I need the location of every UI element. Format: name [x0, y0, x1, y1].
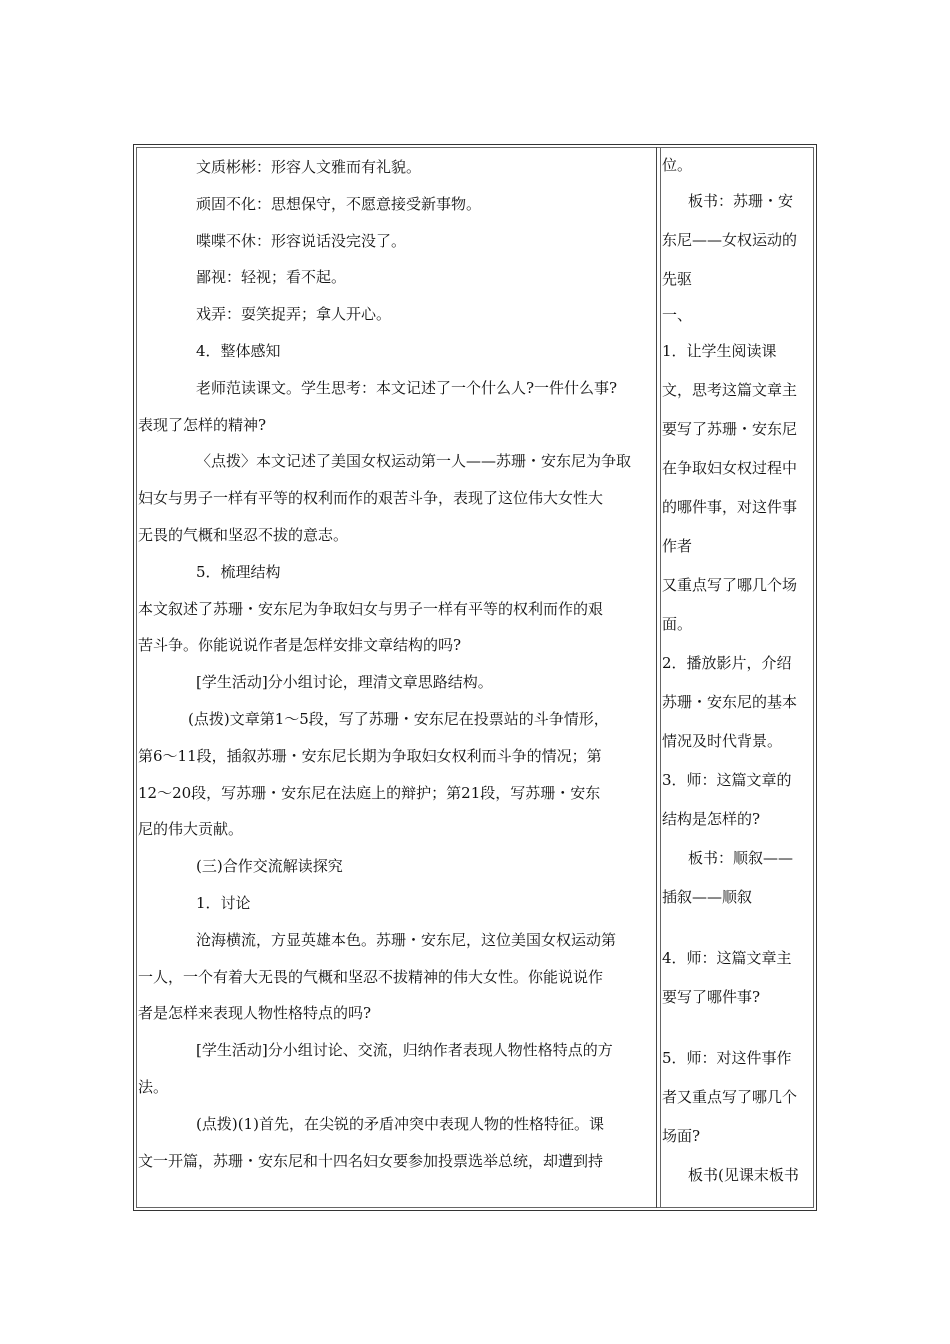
notes-line: 板书(见课末板书: [688, 1166, 799, 1184]
notes-line: 结构是怎样的?: [662, 810, 761, 828]
notes-line: 在争取妇女权过程中: [662, 459, 798, 477]
content-line: 戏弄：耍笑捉弄；拿人开心。: [196, 305, 392, 324]
content-line: 者是怎样来表现人物性格特点的吗?: [138, 1004, 372, 1023]
notes-line: 的哪件事，对这件事: [662, 498, 798, 516]
notes-line: 3．师：这篇文章的: [662, 771, 792, 789]
content-line: 喋喋不休：形容说话没完没了。: [196, 231, 407, 250]
content-line: 鄙视：轻视；看不起。: [196, 268, 347, 287]
notes-line: 要写了哪件事?: [662, 988, 761, 1006]
content-line: (点拨)文章第1～5段，写了苏珊・安东尼在投票站的斗争情形，: [188, 709, 609, 728]
content-line: (三)合作交流解读探究: [196, 857, 343, 876]
content-line: 4．整体感知: [196, 341, 281, 360]
content-line: (点拨)(1)首先，在尖锐的矛盾冲突中表现人物的性格特征。课: [196, 1114, 604, 1133]
content-line: 第6～11段，插叙苏珊・安东尼长期为争取妇女权利而斗争的情况；第: [138, 746, 602, 765]
column-divider: [656, 147, 657, 1208]
content-line: 老师范读课文。学生思考：本文记述了一个什么人?一件什么事?: [196, 378, 618, 397]
content-line: 5．梳理结构: [196, 562, 281, 581]
notes-line: 场面?: [662, 1127, 701, 1145]
content-line: 法。: [138, 1077, 169, 1096]
content-line: [学生活动]分小组讨论，理清文章思路结构。: [196, 673, 493, 692]
notes-line: 又重点写了哪几个场: [662, 576, 798, 594]
column-divider-inner: [660, 147, 661, 1208]
content-line: 〈点拨〉本文记述了美国女权运动第一人——苏珊・安东尼为争取: [196, 452, 632, 471]
notes-line: 文，思考这篇文章主: [662, 381, 798, 399]
notes-line: 5．师：对这件事作: [662, 1049, 792, 1067]
content-line: 表现了怎样的精神?: [138, 415, 267, 434]
notes-line: 板书：顺叙——: [688, 849, 794, 867]
content-line: 一人，一个有着大无畏的气概和坚忍不拔精神的伟大女性。你能说说作: [138, 967, 604, 986]
notes-line: 东尼——女权运动的: [662, 231, 798, 249]
lesson-table: [133, 144, 817, 1211]
content-line: 文一开篇，苏珊・安东尼和十四名妇女要参加投票选举总统，却遭到持: [138, 1151, 604, 1170]
teacher-notes-column: [662, 149, 810, 1195]
content-line: 12～20段，写苏珊・安东尼在法庭上的辩护；第21段，写苏珊・安东: [138, 783, 601, 802]
notes-line: 先驱: [662, 270, 693, 288]
content-line: [学生活动]分小组讨论、交流，归纳作者表现人物性格特点的方: [196, 1041, 613, 1060]
notes-line: 情况及时代背景。: [662, 732, 783, 750]
notes-line: 2．播放影片，介绍: [662, 654, 792, 672]
content-line: 无畏的气概和坚忍不拔的意志。: [138, 525, 349, 544]
content-line: 苦斗争。你能说说作者是怎样安排文章结构的吗?: [138, 636, 462, 655]
notes-line: 位。: [662, 156, 693, 174]
notes-line: 板书：苏珊・安: [688, 192, 794, 210]
notes-line: 4．师：这篇文章主: [662, 949, 792, 967]
notes-spacer: [662, 917, 810, 939]
notes-line: 苏珊・安东尼的基本: [662, 693, 798, 711]
content-line: 本文叙述了苏珊・安东尼为争取妇女与男子一样有平等的权利而作的艰: [138, 599, 604, 618]
content-line: 顽固不化：思想保守，不愿意接受新事物。: [196, 194, 482, 213]
notes-line: 者又重点写了哪几个: [662, 1088, 798, 1106]
notes-line: 作者: [662, 537, 693, 555]
notes-line: 要写了苏珊・安东尼: [662, 420, 798, 438]
content-line: 文质彬彬：形容人文雅而有礼貌。: [196, 158, 422, 176]
notes-line: 面。: [662, 615, 693, 633]
notes-line: 1．让学生阅读课: [662, 342, 777, 360]
content-line: 沧海横流，方显英雄本色。苏珊・安东尼，这位美国女权运动第: [196, 930, 617, 949]
notes-line: 插叙——顺叙: [662, 888, 753, 906]
content-line: 1．讨论: [196, 893, 251, 912]
teaching-content-column: [138, 149, 655, 1179]
content-line: 妇女与男子一样有平等的权利而作的艰苦斗争，表现了这位伟大女性大: [138, 489, 604, 508]
notes-line: 一、: [662, 306, 693, 324]
content-line: 尼的伟大贡献。: [138, 820, 244, 839]
notes-spacer: [662, 1017, 810, 1039]
